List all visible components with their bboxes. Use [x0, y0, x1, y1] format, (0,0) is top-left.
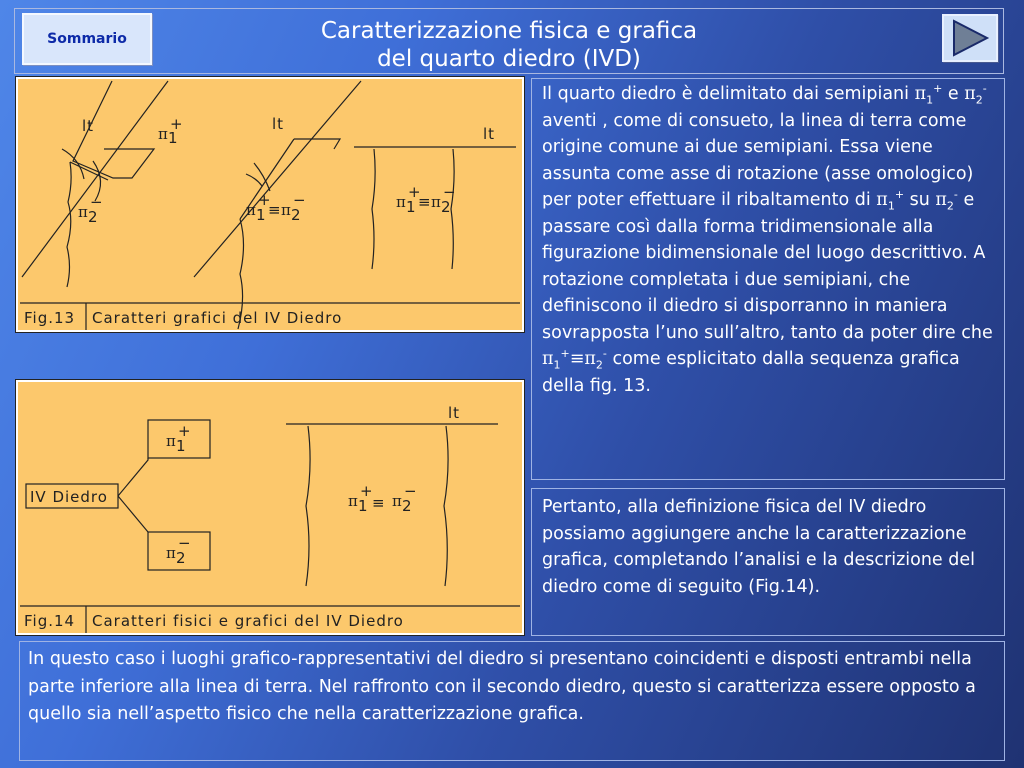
fig14-pi1-sub: 1: [176, 437, 187, 455]
p1-pi-c: π: [876, 190, 888, 210]
fig13-pi1-sub: 1: [168, 129, 179, 147]
fig13-pi1-sup: +: [170, 115, 184, 133]
fig13-pi2-sub: 2: [88, 208, 99, 226]
fig14-pi2-sub: 2: [176, 549, 187, 567]
description-panel-2: Pertanto, alla definizione fisica del IV diedro possiamo aggiungere anche la caratterizzazione grafica, completando l’analisi e la descrizione del diedro come di seguito (Fig.14).: [531, 488, 1005, 636]
p1-sup-plus-b: +: [894, 188, 905, 202]
fig13-mid-sub1: 1: [256, 206, 267, 224]
fig13-mid-eq: ≡: [268, 201, 282, 219]
title-line-1: Caratterizzazione fisica e grafica: [320, 18, 698, 44]
p1-pi-d: π: [935, 190, 947, 210]
figure-13: [16, 77, 524, 332]
fig14-r-pi1: π: [348, 492, 359, 510]
next-button[interactable]: [942, 14, 998, 62]
p1-sup-minus-a: -: [982, 82, 987, 96]
fig13-r-eq: ≡: [418, 193, 432, 211]
page-title: [15, 17, 1003, 73]
fig14-r-sub2: 2: [402, 497, 413, 515]
p1-sub-2c: 2: [595, 358, 603, 372]
fig13-r-pi2: π: [431, 193, 442, 211]
fig13-pi2: π: [78, 203, 89, 221]
p1-sup-plus-c: +: [560, 347, 570, 361]
fig13-mid-sub2: 2: [291, 206, 302, 224]
p1-and: e: [942, 84, 965, 104]
fig13-lt-2: lt: [272, 115, 285, 133]
fig13-mid-pi2: π: [281, 201, 292, 219]
fig14-pi1-sup: +: [178, 422, 192, 440]
fig13-lt-3: lt: [483, 125, 496, 143]
p1-text-3: e passare così dalla forma tridimensionale alla figurazione bidimensionale del luogo descrittivo. A rotazione completata i due semipiani, che definiscono il diedro si disporranno in maniera sovrapposta l’uno sull’altro, tanto da poter dire che: [542, 190, 993, 343]
fig13-r-sup1: +: [408, 183, 422, 201]
fig14-pi1: π: [166, 432, 177, 450]
p1-sub-2b: 2: [946, 199, 954, 213]
fig13-caption: Caratteri grafici del IV Diedro: [92, 309, 343, 327]
p1-pi-f: π: [584, 349, 596, 369]
fig13-r-sub2: 2: [441, 198, 452, 216]
fig14-r-sup2: −: [404, 482, 418, 500]
fig14-iv-diedro: IV Diedro: [30, 488, 108, 506]
header-bar: [14, 8, 1004, 74]
fig14-r-sub1: 1: [358, 497, 369, 515]
fig13-mid-sup1: +: [258, 191, 272, 209]
p1-sup-minus-b: -: [953, 188, 958, 202]
title-line-2: del quarto diedro (IVD): [377, 46, 641, 72]
fig13-number: Fig.13: [24, 309, 76, 327]
p1-text-2: aventi , come di consueto, la linea di terra come origine comune ai due semipiani. Essa viene assunta come asse di rotazione (asse omologico) per poter effettuare il ribaltamento di: [542, 110, 974, 210]
fig14-pi2: π: [166, 544, 177, 562]
description-panel-3: In questo caso i luoghi grafico-rappresentativi del diedro si presentano coincidenti e disposti entrambi nella parte inferiore alla linea di terra. Nel raffronto con il secondo diedro, questo si caratterizza essere opposto a quello sia nell’aspetto fisico che nella caratterizzazione grafica.: [19, 641, 1005, 761]
p1-sub-1c: 1: [553, 358, 561, 372]
fig13-mid-pi1: π: [246, 201, 257, 219]
p1-text-1: Il quarto diedro è delimitato dai semipiani: [542, 84, 915, 104]
p1-equiv: ≡: [569, 349, 585, 369]
fig14-caption: Caratteri fisici e grafici del IV Diedro: [92, 612, 404, 630]
play-triangle-right-icon: [944, 16, 996, 60]
fig13-pi1: π: [158, 125, 169, 143]
fig14-lt: lt: [448, 404, 461, 422]
fig13-r-pi1: π: [396, 193, 407, 211]
p1-pi-e: π: [542, 349, 554, 369]
p1-text-4: come esplicitato dalla sequenza grafica della fig. 13.: [542, 349, 960, 396]
p1-sup-plus-a: +: [933, 82, 943, 96]
p1-pi-a: π: [914, 84, 927, 104]
fig14-r-sup1: +: [360, 482, 374, 500]
fig13-mid-sup2: −: [293, 191, 307, 209]
fig14-r-pi2: π: [392, 492, 403, 510]
p1-sub-1b: 1: [887, 199, 895, 213]
figure-14: [16, 380, 524, 635]
fig13-r-sub1: 1: [406, 198, 417, 216]
p1-sup-minus-c: -: [602, 347, 607, 361]
fig14-pi2-sup: −: [178, 534, 192, 552]
p1-pi-b: π: [964, 84, 976, 104]
p1-su: su: [904, 190, 936, 210]
fig14-r-eq: ≡: [372, 494, 386, 512]
fig13-r-sup2: −: [443, 183, 457, 201]
sommario-button[interactable]: Sommario: [22, 13, 152, 65]
fig13-pi2-sup: −: [90, 193, 104, 211]
fig13-lt-1: lt: [82, 117, 95, 135]
description-panel-1: [531, 78, 1005, 480]
p1-sub-1a: 1: [926, 93, 934, 107]
fig14-number: Fig.14: [24, 612, 76, 630]
p1-sub-2a: 2: [975, 93, 983, 107]
